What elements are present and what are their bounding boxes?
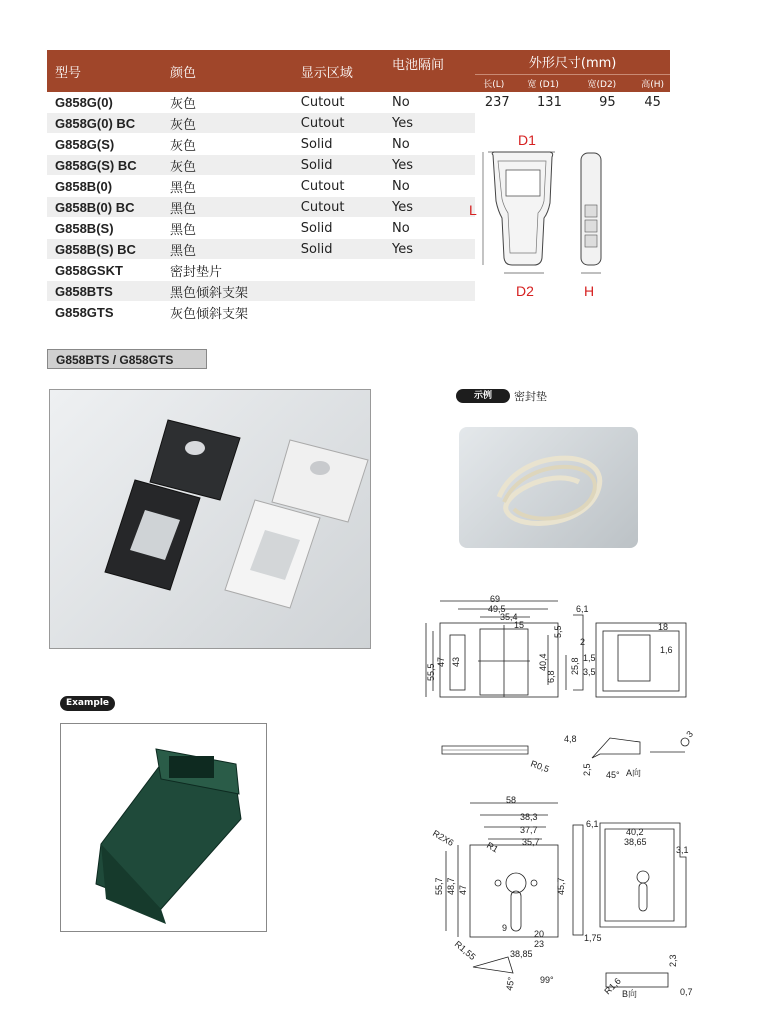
cell-color: 黑色 [162, 197, 293, 218]
cell-model: G858GTS [47, 302, 162, 323]
sample-caption: 密封垫 [514, 390, 547, 403]
dim-r0-5: R0,5 [529, 758, 551, 775]
cell-display: Cutout [293, 197, 384, 218]
dim-55-5: 55,5 [426, 663, 436, 681]
section-title: G858BTS / G858GTS [47, 349, 207, 369]
dim-69: 69 [490, 594, 501, 604]
cell-model: G858B(0) BC [47, 197, 162, 218]
dim-2-5: 2,5 [582, 763, 592, 776]
dim-r1: R1 [485, 840, 500, 855]
cell-battery: No [384, 176, 475, 197]
dim-38-3: 38,3 [520, 812, 538, 822]
cell-battery [384, 302, 475, 323]
dim-1-6: 1,6 [660, 645, 673, 655]
enclosure-dimension-diagram [469, 132, 628, 299]
cell-display [293, 281, 384, 302]
cell-color: 黑色 [162, 239, 293, 260]
cell-display: Solid [293, 239, 384, 260]
label-L: L [469, 202, 477, 218]
dim-99deg: 99° [540, 975, 554, 985]
header-model: 型号 [47, 50, 162, 92]
table-row [47, 92, 670, 113]
cell-battery: No [384, 134, 475, 155]
dim-20: 20 [534, 929, 545, 939]
cell-display: Cutout [293, 176, 384, 197]
technical-drawing-middle [440, 728, 700, 783]
cell-model: G858G(0) [47, 92, 162, 113]
dim-1-75: 1,75 [584, 933, 602, 943]
dim-1-5: 1,5 [583, 653, 596, 663]
dim-23: 23 [534, 939, 545, 949]
cell-color: 灰色 [162, 134, 293, 155]
cell-L: 237 [475, 92, 519, 113]
cell-battery: No [384, 218, 475, 239]
dim-47: 47 [436, 656, 446, 667]
example-badge: Example [60, 696, 115, 711]
dim-r1-55: R1,55 [452, 938, 478, 962]
cell-display: Cutout [293, 92, 384, 113]
header-D2: 宽(D2) [580, 74, 636, 92]
cell-model: G858G(S) [47, 134, 162, 155]
cell-battery: No [384, 92, 475, 113]
dim-43: 43 [451, 656, 461, 667]
cell-battery: Yes [384, 239, 475, 260]
dim-47-b: 47 [458, 884, 468, 895]
label-D2: D2 [516, 283, 534, 299]
cell-color: 黑色倾斜支架 [162, 281, 293, 302]
technical-drawing-top [418, 595, 703, 710]
dim-9: 9 [502, 923, 508, 933]
cell-color: 黑色 [162, 176, 293, 197]
cell-model: G858G(S) BC [47, 155, 162, 176]
cell-model: G858B(S) BC [47, 239, 162, 260]
dim-37-7: 37,7 [520, 825, 538, 835]
dim-35-4: 35,4 [500, 612, 518, 622]
cell-display: Solid [293, 155, 384, 176]
dim-35-7: 35,7 [522, 837, 540, 847]
dim-3: 3 [684, 728, 695, 740]
header-dims: 外形尺寸(mm) [475, 50, 670, 74]
dim-25-8: 25,8 [570, 657, 580, 675]
cell-battery: Yes [384, 197, 475, 218]
cell-model: G858G(0) BC [47, 113, 162, 134]
dim-6-1: 6,1 [576, 604, 589, 614]
dim-55-7: 55,7 [434, 877, 444, 895]
dim-3-5: 3,5 [583, 667, 596, 677]
cell-model: G858BTS [47, 281, 162, 302]
dim-6-8: 6,8 [546, 670, 556, 683]
dim-2-3: 2,3 [668, 954, 678, 967]
cell-battery: Yes [384, 113, 475, 134]
cell-D2: 95 [580, 92, 636, 113]
header-battery: 电池隔间 [384, 50, 475, 92]
cell-battery [384, 260, 475, 281]
dim-45deg-b: 45° [504, 976, 517, 992]
dim-38-65: 38,65 [624, 837, 647, 847]
dim-6-1-b: 6,1 [586, 819, 599, 829]
header-color: 颜色 [162, 50, 293, 92]
gasket-photo [459, 427, 638, 548]
cell-battery [384, 281, 475, 302]
dim-4-8: 4,8 [564, 734, 577, 744]
dim-49-5: 49,5 [488, 604, 506, 614]
cell-display: Solid [293, 218, 384, 239]
cell-color: 灰色倾斜支架 [162, 302, 293, 323]
dim-5-5: 5,5 [553, 625, 563, 638]
dim-0-7: 0,7 [680, 987, 693, 997]
example-enclosure-photo [60, 723, 267, 932]
dim-48-7: 48,7 [446, 877, 456, 895]
table-row [47, 113, 670, 134]
label-H: H [584, 283, 595, 299]
dim-18: 18 [658, 622, 669, 632]
dim-45deg: 45° [606, 770, 620, 780]
dim-3-1: 3,1 [676, 845, 689, 855]
dim-38-85: 38,85 [510, 949, 533, 959]
cell-model: G858B(S) [47, 218, 162, 239]
cell-color: 灰色 [162, 113, 293, 134]
cell-display: Solid [293, 134, 384, 155]
dim-58: 58 [506, 795, 517, 805]
header-L: 长(L) [475, 74, 519, 92]
technical-drawing-bottom [418, 795, 708, 1000]
cell-color: 黑色 [162, 218, 293, 239]
view-b: B向 [622, 989, 638, 999]
cell-model: G858GSKT [47, 260, 162, 281]
cell-model: G858B(0) [47, 176, 162, 197]
cell-display [293, 302, 384, 323]
cell-color: 灰色 [162, 155, 293, 176]
dim-r2x6: R2X6 [431, 828, 456, 848]
label-D1: D1 [518, 132, 536, 148]
dim-40-4: 40,4 [538, 653, 548, 671]
dim-r1-6: R1,6 [602, 975, 623, 997]
cell-color: 密封垫片 [162, 260, 293, 281]
cell-color: 灰色 [162, 92, 293, 113]
header-D1: 宽 (D1) [519, 74, 579, 92]
cell-display: Cutout [293, 113, 384, 134]
tilt-stand-photo [49, 389, 371, 649]
header-display: 显示区域 [293, 50, 384, 92]
cell-battery: Yes [384, 155, 475, 176]
cell-D1: 131 [519, 92, 579, 113]
cell-display [293, 260, 384, 281]
cell-H: 45 [635, 92, 670, 113]
header-H: 高(H) [635, 74, 670, 92]
dim-45-7: 45,7 [556, 877, 566, 895]
view-a: A向 [626, 768, 642, 778]
sample-badge: 示例 [456, 389, 510, 403]
dim-2: 2 [580, 637, 586, 647]
dim-15: 15 [514, 620, 525, 630]
dim-40-2: 40,2 [626, 827, 644, 837]
